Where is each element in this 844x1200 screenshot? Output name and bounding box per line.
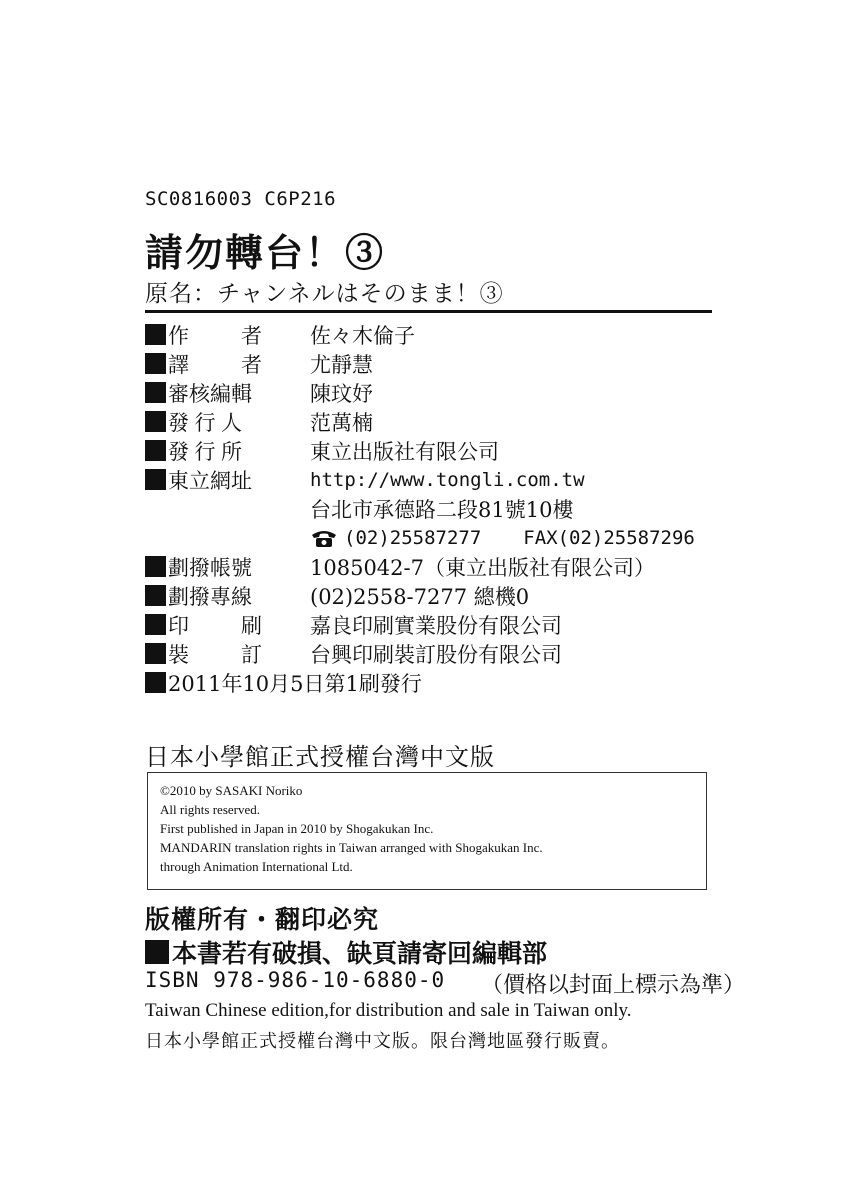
publishing-house-value: 東立出版社有限公司 [310, 439, 499, 464]
copyright-line: All rights reserved. [160, 802, 261, 817]
giro-account-value: 1085042-7（東立出版社有限公司） [310, 555, 655, 580]
title-divider [145, 310, 712, 313]
printer-value: 嘉良印刷實業股份有限公司 [310, 613, 562, 638]
credits-list [145, 320, 725, 697]
credit-row-printer [145, 610, 725, 639]
copyright-line: MANDARIN translation rights in Taiwan arranged with Shogakukan Inc. [160, 840, 543, 855]
address-value: 台北市承德路二段81號10樓 [310, 497, 574, 522]
final-note: 日本小學館正式授權台灣中文版。限台灣地區發行販賣。 [145, 1031, 620, 1052]
editor-value: 陳玟妤 [310, 381, 373, 406]
license-heading: 日本小學館正式授權台灣中文版 [145, 743, 495, 771]
edition-row [145, 668, 725, 697]
edition-text: 2011年10月5日第1刷發行 [168, 671, 422, 696]
label-char: 發 [168, 439, 189, 464]
bullet-square [145, 643, 166, 664]
isbn-row [145, 968, 745, 999]
label-char: 行 [194, 439, 216, 464]
credit-row-giro-account [145, 552, 725, 581]
credit-row-giro-line [145, 581, 725, 610]
isbn-number: ISBN 978-986-10-6880-0 [145, 968, 446, 992]
label-char: 印 [168, 613, 189, 638]
label-char: 作 [168, 323, 189, 348]
label-char: 刷 [241, 613, 262, 638]
publisher-value: 范萬楠 [310, 410, 373, 435]
label-char: 訂 [241, 642, 262, 667]
binder-value: 台興印刷裝訂股份有限公司 [310, 642, 562, 667]
copyright-line: ©2010 by SASAKI Noriko [160, 783, 303, 798]
phone-number: (02)25587277 [344, 526, 482, 549]
credit-row-address [145, 494, 725, 523]
credit-row-binder [145, 639, 725, 668]
label-char: 人 [221, 410, 242, 435]
bullet-square [145, 382, 166, 403]
bullet-square [145, 614, 166, 635]
original-title: 原名：チャンネルはそのまま！③ [145, 281, 504, 307]
credit-row-translator [145, 349, 725, 378]
fax-number: FAX(02)25587296 [523, 526, 695, 549]
bullet-square [145, 556, 166, 577]
label-char: 譯 [168, 352, 189, 377]
telephone-icon [310, 528, 338, 548]
label-char: 行 [194, 410, 216, 435]
giro-line-value: (02)2558-7277 總機0 [310, 584, 530, 609]
credit-row-contact [145, 523, 725, 552]
label-char: 者 [241, 352, 262, 377]
translator-value: 尤靜慧 [310, 352, 373, 377]
bullet-square [145, 672, 166, 693]
copyright-line: through Animation International Ltd. [160, 859, 353, 874]
bullet-square [145, 411, 166, 432]
bullet-square [145, 324, 166, 345]
label-char: 裝 [168, 642, 189, 667]
credit-row-publishing-house [145, 436, 725, 465]
credit-row-editor [145, 378, 725, 407]
giro-account-label: 劃撥帳號 [168, 555, 252, 580]
bullet-square [145, 353, 166, 374]
editor-label: 審核編輯 [168, 381, 252, 406]
bullet-square [145, 469, 166, 490]
bullet-square [145, 440, 166, 461]
bullet-square [145, 940, 169, 964]
price-note: （價格以封面上標示為準） [480, 973, 745, 998]
credit-row-publisher [145, 407, 725, 436]
credit-row-website [145, 465, 725, 494]
website-label: 東立網址 [168, 468, 252, 493]
credit-row-author [145, 320, 725, 349]
website-link[interactable]: http://www.tongli.com.tw [310, 468, 585, 491]
label-char: 發 [168, 410, 189, 435]
rights-notice: 版權所有・翻印必究 [145, 905, 380, 934]
copyright-line: First published in Japan in 2010 by Shogakukan Inc. [160, 821, 434, 836]
damage-notice-row [145, 934, 547, 970]
label-char: 者 [241, 323, 262, 348]
copyright-box [147, 772, 707, 890]
book-title: 請勿轉台！③ [145, 230, 386, 275]
author-value: 佐々木倫子 [310, 323, 415, 348]
bullet-square [145, 585, 166, 606]
label-char: 所 [221, 439, 242, 464]
product-code: SC0816003 C6P216 [145, 188, 337, 210]
damage-notice: 本書若有破損、缺頁請寄回編輯部 [172, 939, 548, 968]
giro-line-label: 劃撥專線 [168, 584, 252, 609]
distribution-note: Taiwan Chinese edition,for distribution and sale in Taiwan only. [145, 1000, 632, 1021]
